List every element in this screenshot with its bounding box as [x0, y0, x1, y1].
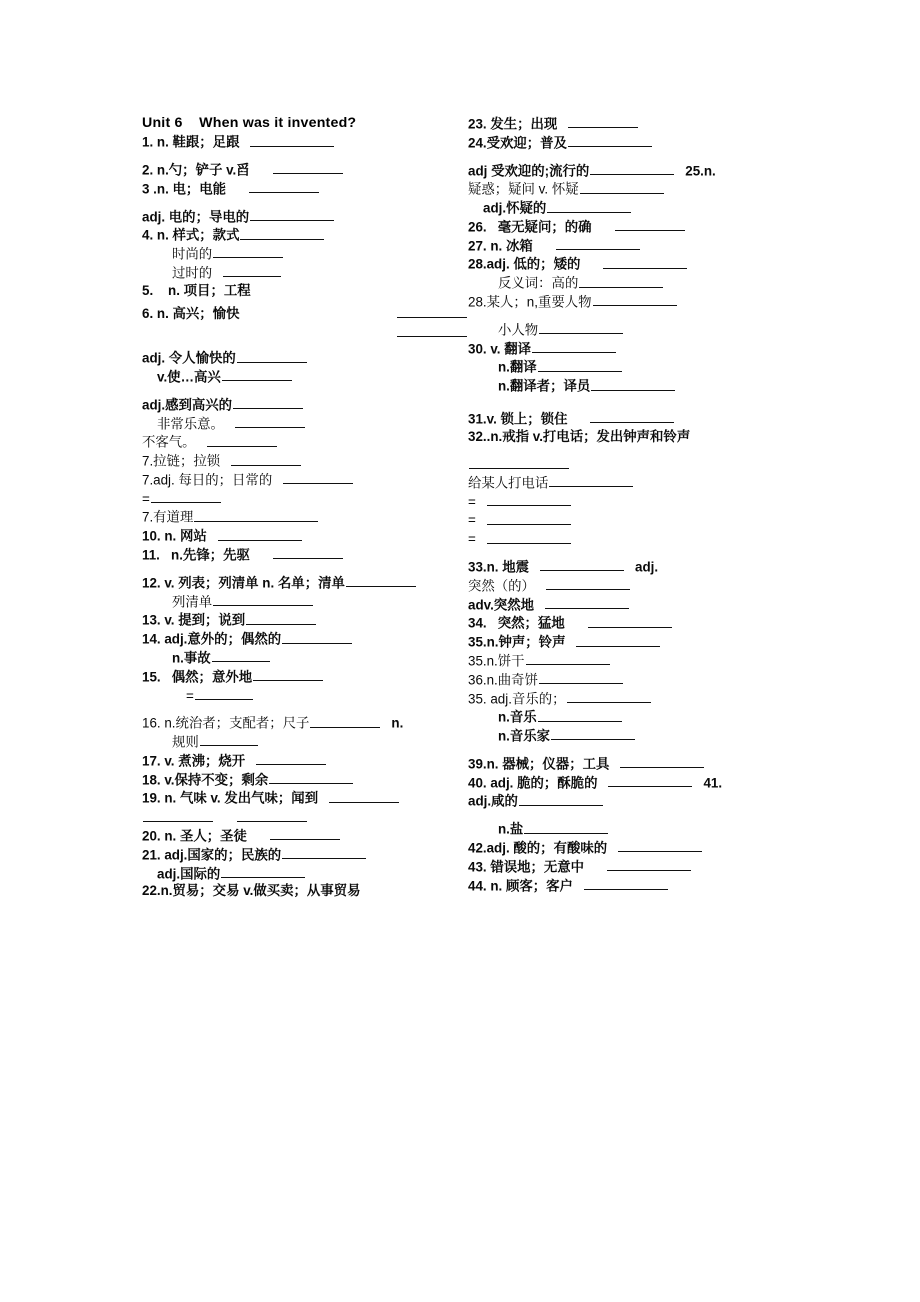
entry-23	[468, 116, 804, 131]
entry-4-sub-2	[142, 265, 468, 280]
entry-25-adj-blank[interactable]	[547, 200, 631, 212]
entry-33-label: 33.n. 地震	[468, 559, 530, 575]
entry-19-blank-3[interactable]	[237, 809, 307, 821]
entry-24	[468, 135, 804, 150]
entry-33-sub-2-blank[interactable]	[545, 597, 629, 609]
entry-6-phrase-1-label: 非常乐意。	[157, 415, 224, 431]
entry-24-adj-label: adj 受欢迎的;流行的	[468, 162, 590, 178]
entry-4	[142, 227, 468, 242]
entry-32-eq-2-blank[interactable]	[487, 512, 571, 524]
entry-32-eq-1	[468, 494, 804, 509]
entry-32-blank-row	[468, 456, 804, 471]
entry-33-sub-1-blank[interactable]	[546, 578, 630, 590]
entry-6-blank[interactable]	[397, 325, 467, 337]
entry-7b	[142, 472, 468, 487]
entry-20	[142, 828, 468, 843]
entry-15-equals-label: =	[186, 687, 194, 703]
entry-35b-blank[interactable]	[526, 653, 610, 665]
entry-35-label: 35.n.钟声；铃声	[468, 634, 566, 650]
entry-28	[468, 256, 804, 271]
entry-35	[468, 634, 804, 649]
entry-18-blank[interactable]	[269, 772, 353, 784]
entry-6-adj	[142, 350, 468, 365]
entry-21-sub	[142, 866, 468, 881]
entry-1-blank[interactable]	[250, 134, 334, 146]
entry-33-sub-2	[468, 597, 804, 612]
entry-25-adj	[468, 200, 804, 215]
entry-14-sub-blank[interactable]	[212, 650, 270, 662]
entry-12	[142, 575, 468, 590]
entry-6-v	[142, 369, 468, 384]
entry-35c-sub-1-blank[interactable]	[538, 709, 622, 721]
entry-30-sub-2-label: n.翻译者；译员	[498, 378, 591, 394]
entry-41-sub	[468, 821, 804, 836]
entry-7	[142, 453, 468, 468]
page-title: Unit 6 When was it invented?	[142, 115, 357, 131]
entry-7b-blank[interactable]	[283, 472, 353, 484]
entry-4-sub-2-label: 过时的	[172, 265, 213, 281]
entry-7c-blank[interactable]	[194, 509, 318, 521]
entry-32-eq-1-blank[interactable]	[487, 494, 571, 506]
entry-4-sub-2-blank[interactable]	[223, 265, 281, 277]
entry-24-blank[interactable]	[568, 135, 652, 147]
entry-19-blank-1[interactable]	[329, 790, 399, 802]
entry-27-label: 27. n. 冰箱	[468, 238, 533, 254]
entry-35b	[468, 653, 804, 668]
entry-40-label: 40. adj. 脆的；酥脆的	[468, 775, 598, 790]
entry-30-sub-2-blank[interactable]	[591, 378, 675, 390]
entry-32-phrase-label: 给某人打电话	[468, 475, 549, 491]
entry-6	[142, 306, 468, 321]
entry-19	[142, 790, 468, 805]
entry-23-label: 23. 发生；出现	[468, 116, 558, 132]
entry-19-blanks	[142, 809, 468, 824]
entry-35c-label: 35. adj.音乐的；	[468, 690, 566, 706]
entry-12-blank[interactable]	[346, 575, 416, 587]
entry-6-label: 6. n. 高兴；愉快	[142, 306, 240, 322]
entry-31	[468, 411, 804, 426]
entry-39-blank[interactable]	[620, 756, 704, 768]
right-column	[468, 116, 804, 892]
entry-32-eq-1-label: =	[468, 494, 476, 510]
entry-2-label: 2. n.勺；铲子 v.舀	[142, 162, 250, 178]
entry-32-label: 32..n.戒指 v.打电话；发出钟声和铃声	[468, 428, 691, 444]
entry-4-label: 4. n. 样式；款式	[142, 227, 240, 243]
entry-21-label: 21. adj.国家的；民族的	[142, 847, 282, 863]
entry-7c	[142, 509, 468, 524]
entry-3-adj-blank[interactable]	[250, 209, 334, 221]
entry-13-blank[interactable]	[246, 612, 316, 624]
entry-12-label: 12. v. 列表；列清单 n. 名单；清单	[142, 575, 345, 591]
entry-7b-label: 7.adj. 每日的；日常的	[142, 472, 273, 488]
entry-44-blank[interactable]	[584, 878, 668, 890]
entry-30-sub-2	[468, 378, 804, 393]
entry-5	[142, 284, 468, 297]
entry-10	[142, 528, 468, 543]
entry-41-blank[interactable]	[519, 793, 603, 805]
entry-31-label: 31.v. 锁上；锁住	[468, 411, 568, 427]
entry-10-blank[interactable]	[218, 528, 302, 540]
entry-28-sub	[468, 275, 804, 290]
entry-40	[468, 775, 804, 790]
entry-28b-sub-label: 小人物	[498, 322, 539, 338]
entry-17-blank[interactable]	[256, 753, 326, 765]
entry-6-adj2	[142, 397, 468, 412]
entry-16-sub-label: 规则	[172, 734, 199, 750]
entry-30-sub-1-blank[interactable]	[538, 359, 622, 371]
entry-3-adj-label: adj. 电的；导电的	[142, 208, 250, 224]
entry-5-label: 5. n. 项目；工程	[142, 282, 251, 298]
entry-33-sub-1	[468, 578, 804, 593]
entry-24-adj-blank[interactable]	[590, 163, 674, 175]
entry-36-label: 36.n.曲奇饼	[468, 672, 538, 688]
entry-25-body	[468, 181, 804, 196]
entry-34-label: 34. 突然；猛地	[468, 615, 565, 631]
entry-24-adj	[468, 163, 804, 178]
entry-1	[142, 134, 468, 149]
entry-7b-equals	[142, 491, 468, 506]
entry-41-body-label: adj.咸的	[468, 793, 518, 809]
entry-35c-sub-2-label: n.音乐家	[498, 728, 551, 744]
entry-26-label: 26. 毫无疑问；的确	[468, 219, 592, 235]
entry-32-eq-3	[468, 531, 804, 546]
entry-23-blank[interactable]	[568, 116, 638, 128]
entry-6-phrase-2-blank[interactable]	[207, 434, 277, 446]
entry-3-label: 3 .n. 电；电能	[142, 181, 227, 197]
entry-4-sub-1-label: 时尚的	[172, 246, 213, 262]
entry-32-eq-2-label: =	[468, 512, 476, 528]
entry-7b-equals-label: =	[142, 491, 150, 507]
entry-5-blank[interactable]	[397, 306, 467, 318]
entry-21-sub-blank[interactable]	[221, 866, 305, 878]
entry-6-adj2-blank[interactable]	[233, 397, 303, 409]
left-column	[142, 116, 468, 898]
entry-3-blank[interactable]	[249, 181, 319, 193]
entry-6-v-label: v.使…高兴	[157, 369, 221, 385]
entry-10-label: 10. n. 网站	[142, 528, 207, 544]
entry-16-n-label: n.	[391, 715, 404, 731]
entry-2	[142, 162, 468, 177]
entry-43	[468, 859, 804, 874]
entry-14-sub-label: n.事故	[172, 650, 211, 666]
entry-25-label: 25.n.	[685, 162, 716, 178]
entry-16-sub	[142, 734, 468, 749]
entry-17	[142, 753, 468, 768]
entry-30-sub-1	[468, 359, 804, 374]
entry-6-v-blank[interactable]	[222, 369, 292, 381]
entry-4-sub-1-blank[interactable]	[213, 246, 283, 258]
entry-35b-label: 35.n.饼干	[468, 653, 525, 669]
entry-1-label: 1. n. 鞋跟；足跟	[142, 134, 240, 150]
entry-11-blank[interactable]	[273, 547, 343, 559]
entry-7b-equals-blank[interactable]	[151, 491, 221, 503]
entry-16-label: 16. n.统治者；支配者；尺子	[142, 715, 310, 731]
entry-30-blank[interactable]	[532, 341, 616, 353]
entry-31-blank[interactable]	[590, 411, 674, 423]
entry-15-blank[interactable]	[253, 669, 323, 681]
entry-7-label: 7.拉链；拉锁	[142, 453, 221, 469]
entry-42-label: 42.adj. 酸的；有酸味的	[468, 840, 608, 856]
two-column-body	[142, 116, 842, 898]
entry-15-equals	[142, 688, 468, 703]
entry-32-eq-3-label: =	[468, 531, 476, 547]
entry-15-label: 15. 偶然；意外地	[142, 669, 253, 685]
entry-28-sub-blank[interactable]	[579, 275, 663, 287]
entry-36	[468, 672, 804, 687]
entry-41-body	[468, 793, 804, 808]
entry-19-blank-2[interactable]	[143, 809, 213, 821]
entry-11	[142, 547, 468, 562]
entry-28-blank[interactable]	[603, 256, 687, 268]
entry-41-sub-blank[interactable]	[524, 821, 608, 833]
entry-30	[468, 341, 804, 356]
entry-14-sub	[142, 650, 468, 665]
entry-32-eq-3-blank[interactable]	[487, 531, 571, 543]
entry-21-sub-label: adj.国际的	[157, 865, 221, 881]
entry-14-blank[interactable]	[282, 631, 352, 643]
entry-33	[468, 559, 804, 574]
entry-33-adj-label: adj.	[635, 559, 659, 575]
entry-16-sub-blank[interactable]	[200, 734, 258, 746]
entry-26-blank[interactable]	[615, 219, 685, 231]
entry-6-phrase-2-label: 不客气。	[142, 434, 196, 450]
entry-30-sub-1-label: n.翻译	[498, 359, 537, 375]
entry-35c	[468, 691, 804, 706]
entry-12-sub-blank[interactable]	[213, 594, 313, 606]
entry-34	[468, 615, 804, 630]
entry-35c-sub-1-label: n.音乐	[498, 709, 537, 725]
entry-7-blank[interactable]	[231, 453, 301, 465]
entry-41-sub-label: n.盐	[498, 821, 524, 837]
entry-42	[468, 840, 804, 855]
entry-13	[142, 612, 468, 627]
entry-6-blank-row	[142, 325, 468, 337]
entry-4-sub-1	[142, 246, 468, 261]
entry-6-phrase-2	[142, 434, 468, 449]
entry-20-label: 20. n. 圣人；圣徒	[142, 828, 247, 844]
entry-44	[468, 878, 804, 893]
entry-40-blank[interactable]	[608, 775, 692, 787]
entry-43-blank[interactable]	[607, 859, 691, 871]
entry-21	[142, 847, 468, 862]
entry-28b-label: 28.某人；n,重要人物	[468, 294, 592, 310]
entry-19-label: 19. n. 气味 v. 发出气味；闻到	[142, 790, 319, 806]
entry-32-phrase	[468, 475, 804, 490]
entry-25-body-label: 疑惑；疑问 v. 怀疑	[468, 181, 579, 197]
entry-3-adj	[142, 209, 468, 224]
entry-28b-sub	[468, 322, 804, 337]
entry-22	[142, 884, 468, 897]
entry-32-phrase-blank[interactable]	[549, 475, 633, 487]
entry-18	[142, 772, 468, 787]
entry-41-label: 41.	[703, 775, 723, 790]
entry-6-phrase-1-blank[interactable]	[235, 416, 305, 428]
entry-20-blank[interactable]	[270, 828, 340, 840]
entry-26	[468, 219, 804, 234]
entry-6-adj-label: adj. 令人愉快的	[142, 350, 236, 366]
entry-3	[142, 181, 468, 196]
entry-16-blank[interactable]	[310, 715, 380, 727]
entry-27-blank[interactable]	[556, 238, 640, 250]
entry-28b	[468, 294, 804, 309]
entry-17-label: 17. v. 煮沸；烧开	[142, 753, 246, 769]
entry-12-sub	[142, 594, 468, 609]
entry-39	[468, 756, 804, 771]
entry-14	[142, 631, 468, 646]
entry-28-label: 28.adj. 低的；矮的	[468, 256, 581, 272]
entry-16	[142, 715, 468, 730]
entry-36-blank[interactable]	[539, 672, 623, 684]
entry-25-adj-label: adj.怀疑的	[483, 200, 547, 216]
entry-43-label: 43. 错误地；无意中	[468, 859, 585, 875]
entry-32-blank[interactable]	[469, 456, 569, 468]
entry-14-label: 14. adj.意外的；偶然的	[142, 631, 282, 647]
entry-28b-sub-blank[interactable]	[539, 322, 623, 334]
entry-39-label: 39.n. 器械；仪器；工具	[468, 756, 610, 772]
entry-34-blank[interactable]	[588, 615, 672, 627]
entry-22-label: 22.n.贸易；交易 v.做买卖；从事贸易	[142, 883, 361, 899]
entry-12-sub-label: 列清单	[172, 593, 213, 609]
entry-42-blank[interactable]	[618, 840, 702, 852]
entry-13-label: 13. v. 提到；说到	[142, 612, 246, 628]
entry-35c-sub-1	[468, 709, 804, 724]
entry-28-sub-label: 反义词：高的	[498, 275, 579, 291]
entry-44-label: 44. n. 顾客；客户	[468, 877, 573, 893]
entry-6-adj-blank[interactable]	[237, 350, 307, 362]
entry-6-adj2-label: adj.感到高兴的	[142, 397, 233, 413]
entry-35c-sub-2	[468, 728, 804, 743]
entry-4-blank[interactable]	[240, 227, 324, 239]
entry-35-blank[interactable]	[576, 634, 660, 646]
entry-7c-label: 7.有道理	[142, 509, 194, 525]
entry-28b-blank[interactable]	[593, 294, 677, 306]
entry-35c-blank[interactable]	[567, 691, 651, 703]
entry-32	[468, 430, 804, 443]
entry-15	[142, 669, 468, 684]
entry-24-label: 24.受欢迎；普及	[468, 135, 567, 151]
entry-33-blank[interactable]	[540, 559, 624, 571]
entry-11-label: 11. n.先锋；先驱	[142, 547, 250, 563]
entry-33-sub-2-label: adv.突然地	[468, 596, 534, 612]
entry-30-label: 30. v. 翻译	[468, 340, 532, 356]
entry-33-sub-1-label: 突然（的）	[468, 578, 535, 594]
entry-32-eq-2	[468, 512, 804, 527]
entry-15-equals-blank[interactable]	[195, 688, 253, 700]
entry-2-blank[interactable]	[273, 162, 343, 174]
entry-27	[468, 238, 804, 253]
entry-35c-sub-2-blank[interactable]	[551, 728, 635, 740]
entry-25-blank[interactable]	[580, 181, 664, 193]
entry-18-label: 18. v.保持不变；剩余	[142, 772, 269, 788]
entry-21-blank[interactable]	[282, 847, 366, 859]
entry-6-phrase-1	[142, 416, 468, 431]
